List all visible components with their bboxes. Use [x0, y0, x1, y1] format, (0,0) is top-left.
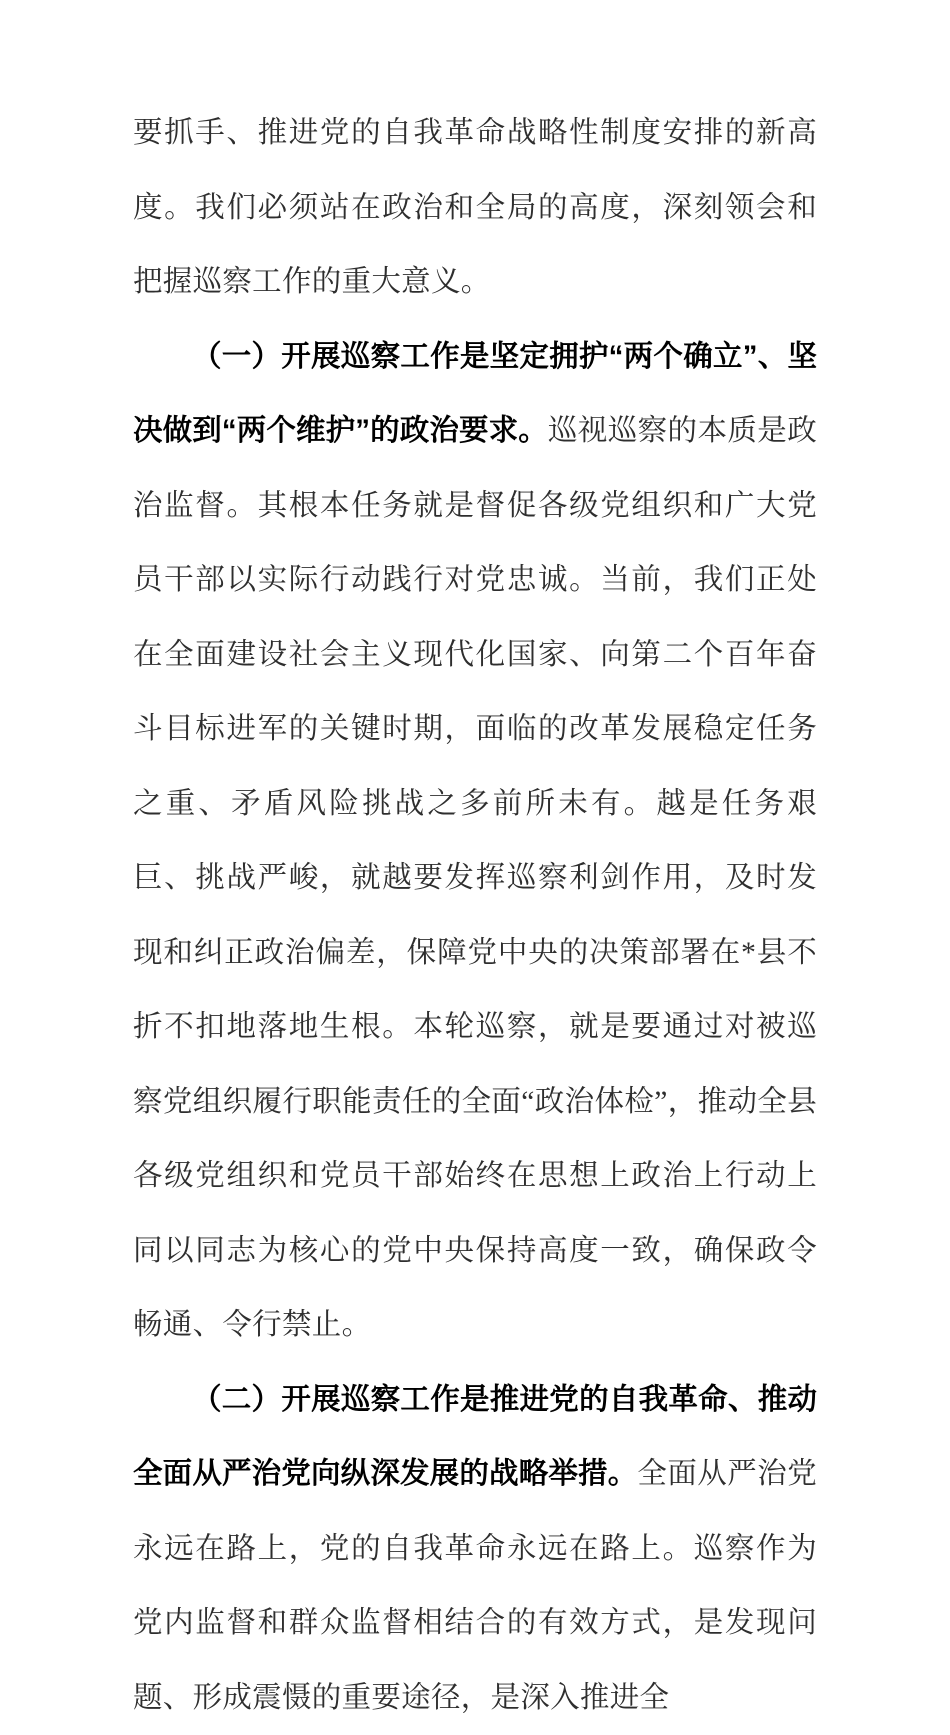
paragraph-continuation-text: 要抓手、推进党的自我革命战略性制度安排的新高度。我们必须站在政治和全局的高度，深刻领会和把握巡察工作的重大意义。	[133, 117, 817, 298]
section-one-body-text: 巡视巡察的本质是政治监督。其根本任务就是督促各级党组织和广大党员干部以实际行动践行对党忠诚。当前，我们正处在全面建设社会主义现代化国家、向第二个百年奋斗目标进军的关键时期，面临的改革发展稳定任务之重、矛盾风险挑战之多前所未有。越是任务艰巨、挑战严峻，就越要发挥巡察利剑作用，及时发现和纠正政治偏差，保障党中央的决策部署在*县不折不扣地落地生根。本轮巡察，就是要通过对被巡察党组织履行职能责任的全面“政治体检”，推动全县各级党组织和党员干部始终在思想上政治上行动上同以同志为核心的党中央保持高度一致，确保政令畅通、令行禁止。	[133, 415, 817, 1341]
document-body	[133, 96, 817, 1735]
page-header-zone	[0, 0, 950, 96]
section-two-body-text: 全面从严治党永远在路上，党的自我革命永远在路上。巡察作为党内监督和群众监督相结合的有效方式，是发现问题、形成震慑的重要途径，是深入推进全	[133, 1458, 817, 1714]
paragraph-section-one	[133, 320, 817, 1363]
paragraph-continuation	[133, 96, 817, 320]
paragraph-section-two	[133, 1363, 817, 1735]
section-one-heading-lead: （一）开展巡察工作是坚定拥护“两个确立”、坚决做到“两个维护”的政治要求。	[133, 340, 817, 448]
section-two-heading-lead: （二）开展巡察工作是推进党的自我革命、推动全面从严治党向纵深发展的战略举措。	[133, 1383, 817, 1491]
